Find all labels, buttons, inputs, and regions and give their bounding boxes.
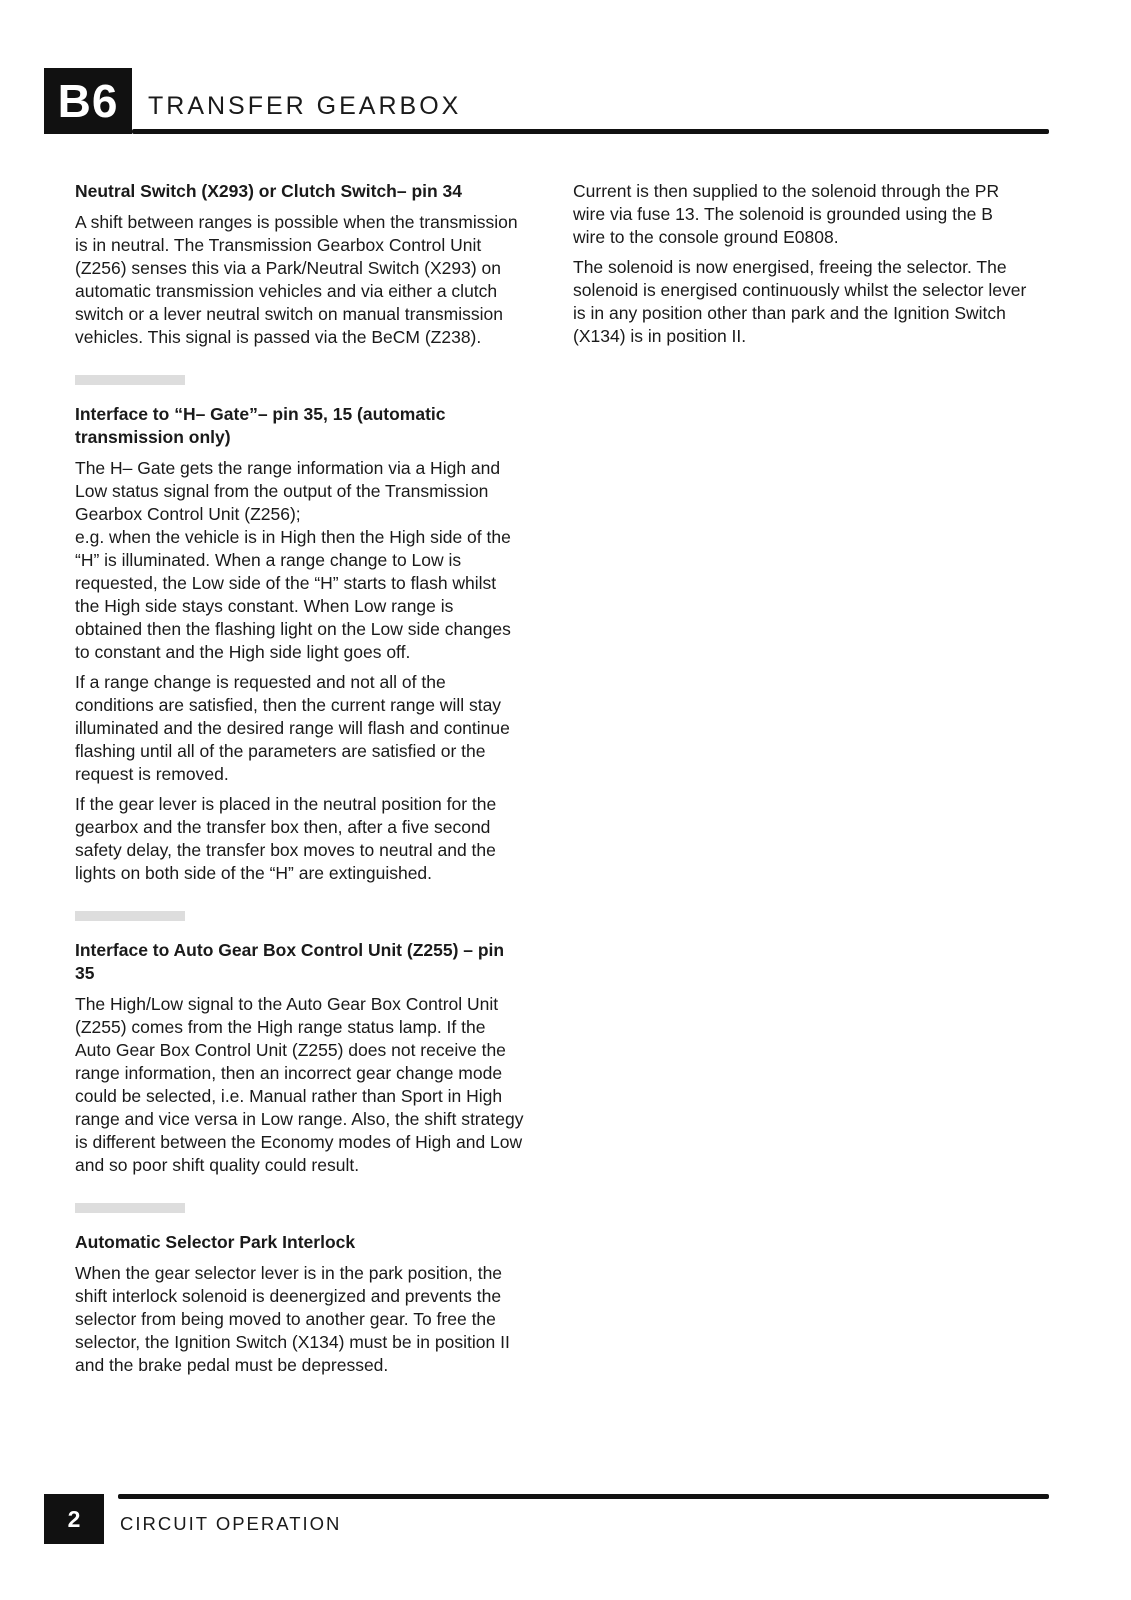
paragraph: The High/Low signal to the Auto Gear Box Control Unit (Z255) comes from the High range status lamp. If the Auto Gear Box Control Unit (Z255) does not receive the range information, then an incorrect gear change mode could be selected, i.e. Manual rather than Sport in High range and vice versa in Low range. Also, the shift strategy is different between the Economy modes of High and Low and so poor shift quality could result.: [75, 994, 524, 1175]
footer-rule: [118, 1494, 1049, 1499]
paragraph: A shift between ranges is possible when the transmission is in neutral. The Transmission Gearbox Control Unit (Z256) senses this via a Park/Neutral Switch (X293) on automatic transmission vehicles and via either a clutch switch or a lever neutral switch on manual transmission vehicles. This signal is passed via the BeCM (Z238).: [75, 212, 518, 347]
header-rule: [132, 129, 1049, 134]
paragraph: When the gear selector lever is in the park position, the shift interlock solenoid is deenergized and prevents the selector from being moved to another gear. To free the selector, the Ignition Switch (X134) must be in position II and the brake pedal must be depressed.: [75, 1263, 510, 1375]
section-heading: Interface to “H– Gate”– pin 35, 15 (automatic transmission only): [75, 404, 446, 447]
section-auto-gearbox-interface: [75, 939, 525, 1177]
section-heading: Interface to Auto Gear Box Control Unit (Z255) – pin 35: [75, 940, 505, 983]
section-badge: B6: [44, 68, 132, 134]
left-column: [75, 180, 525, 1384]
paragraph: The solenoid is now energised, freeing the selector. The solenoid is energised continuously whilst the selector lever is in any position other than park and the Ignition Switch (X134) is in position II.: [573, 257, 1027, 346]
section-park-interlock: [75, 1231, 525, 1377]
section-divider: [75, 375, 185, 385]
section-heading: Neutral Switch (X293) or Clutch Switch– pin 34: [75, 181, 463, 201]
paragraph: Current is then supplied to the solenoid through the PR wire via fuse 13. The solenoid is grounded using the B wire to the console ground E0808.: [573, 181, 1000, 247]
section-divider: [75, 911, 185, 921]
paragraph: If the gear lever is placed in the neutral position for the gearbox and the transfer box then, after a five second safety delay, the transfer box moves to neutral and the lights on both side of the “H” are extinguished.: [75, 794, 497, 883]
right-column: [573, 180, 1028, 355]
footer-label: CIRCUIT OPERATION: [120, 1513, 342, 1534]
paragraph: The H– Gate gets the range information via a High and Low status signal from the output of the Transmission Gearbox Control Unit (Z256); e.g. when the vehicle is in High then the High side of the “H” is illuminated. When a range change to Low is requested, the Low side of the “H” starts to flash whilst the High side stays constant. When Low range is obtained then the flashing light on the Low side changes to constant and the High side light goes off.: [75, 458, 511, 662]
section-h-gate-interface: [75, 403, 525, 885]
page-number: 2: [44, 1494, 104, 1544]
section-divider: [75, 1203, 185, 1213]
page-title: TRANSFER GEARBOX: [148, 92, 462, 120]
section-heading: Automatic Selector Park Interlock: [75, 1232, 356, 1252]
section-neutral-switch: [75, 180, 525, 349]
paragraph: If a range change is requested and not all of the conditions are satisfied, then the current range will stay illuminated and the desired range will flash and continue flashing until all of the parameters are satisfied or the request is removed.: [75, 672, 510, 784]
